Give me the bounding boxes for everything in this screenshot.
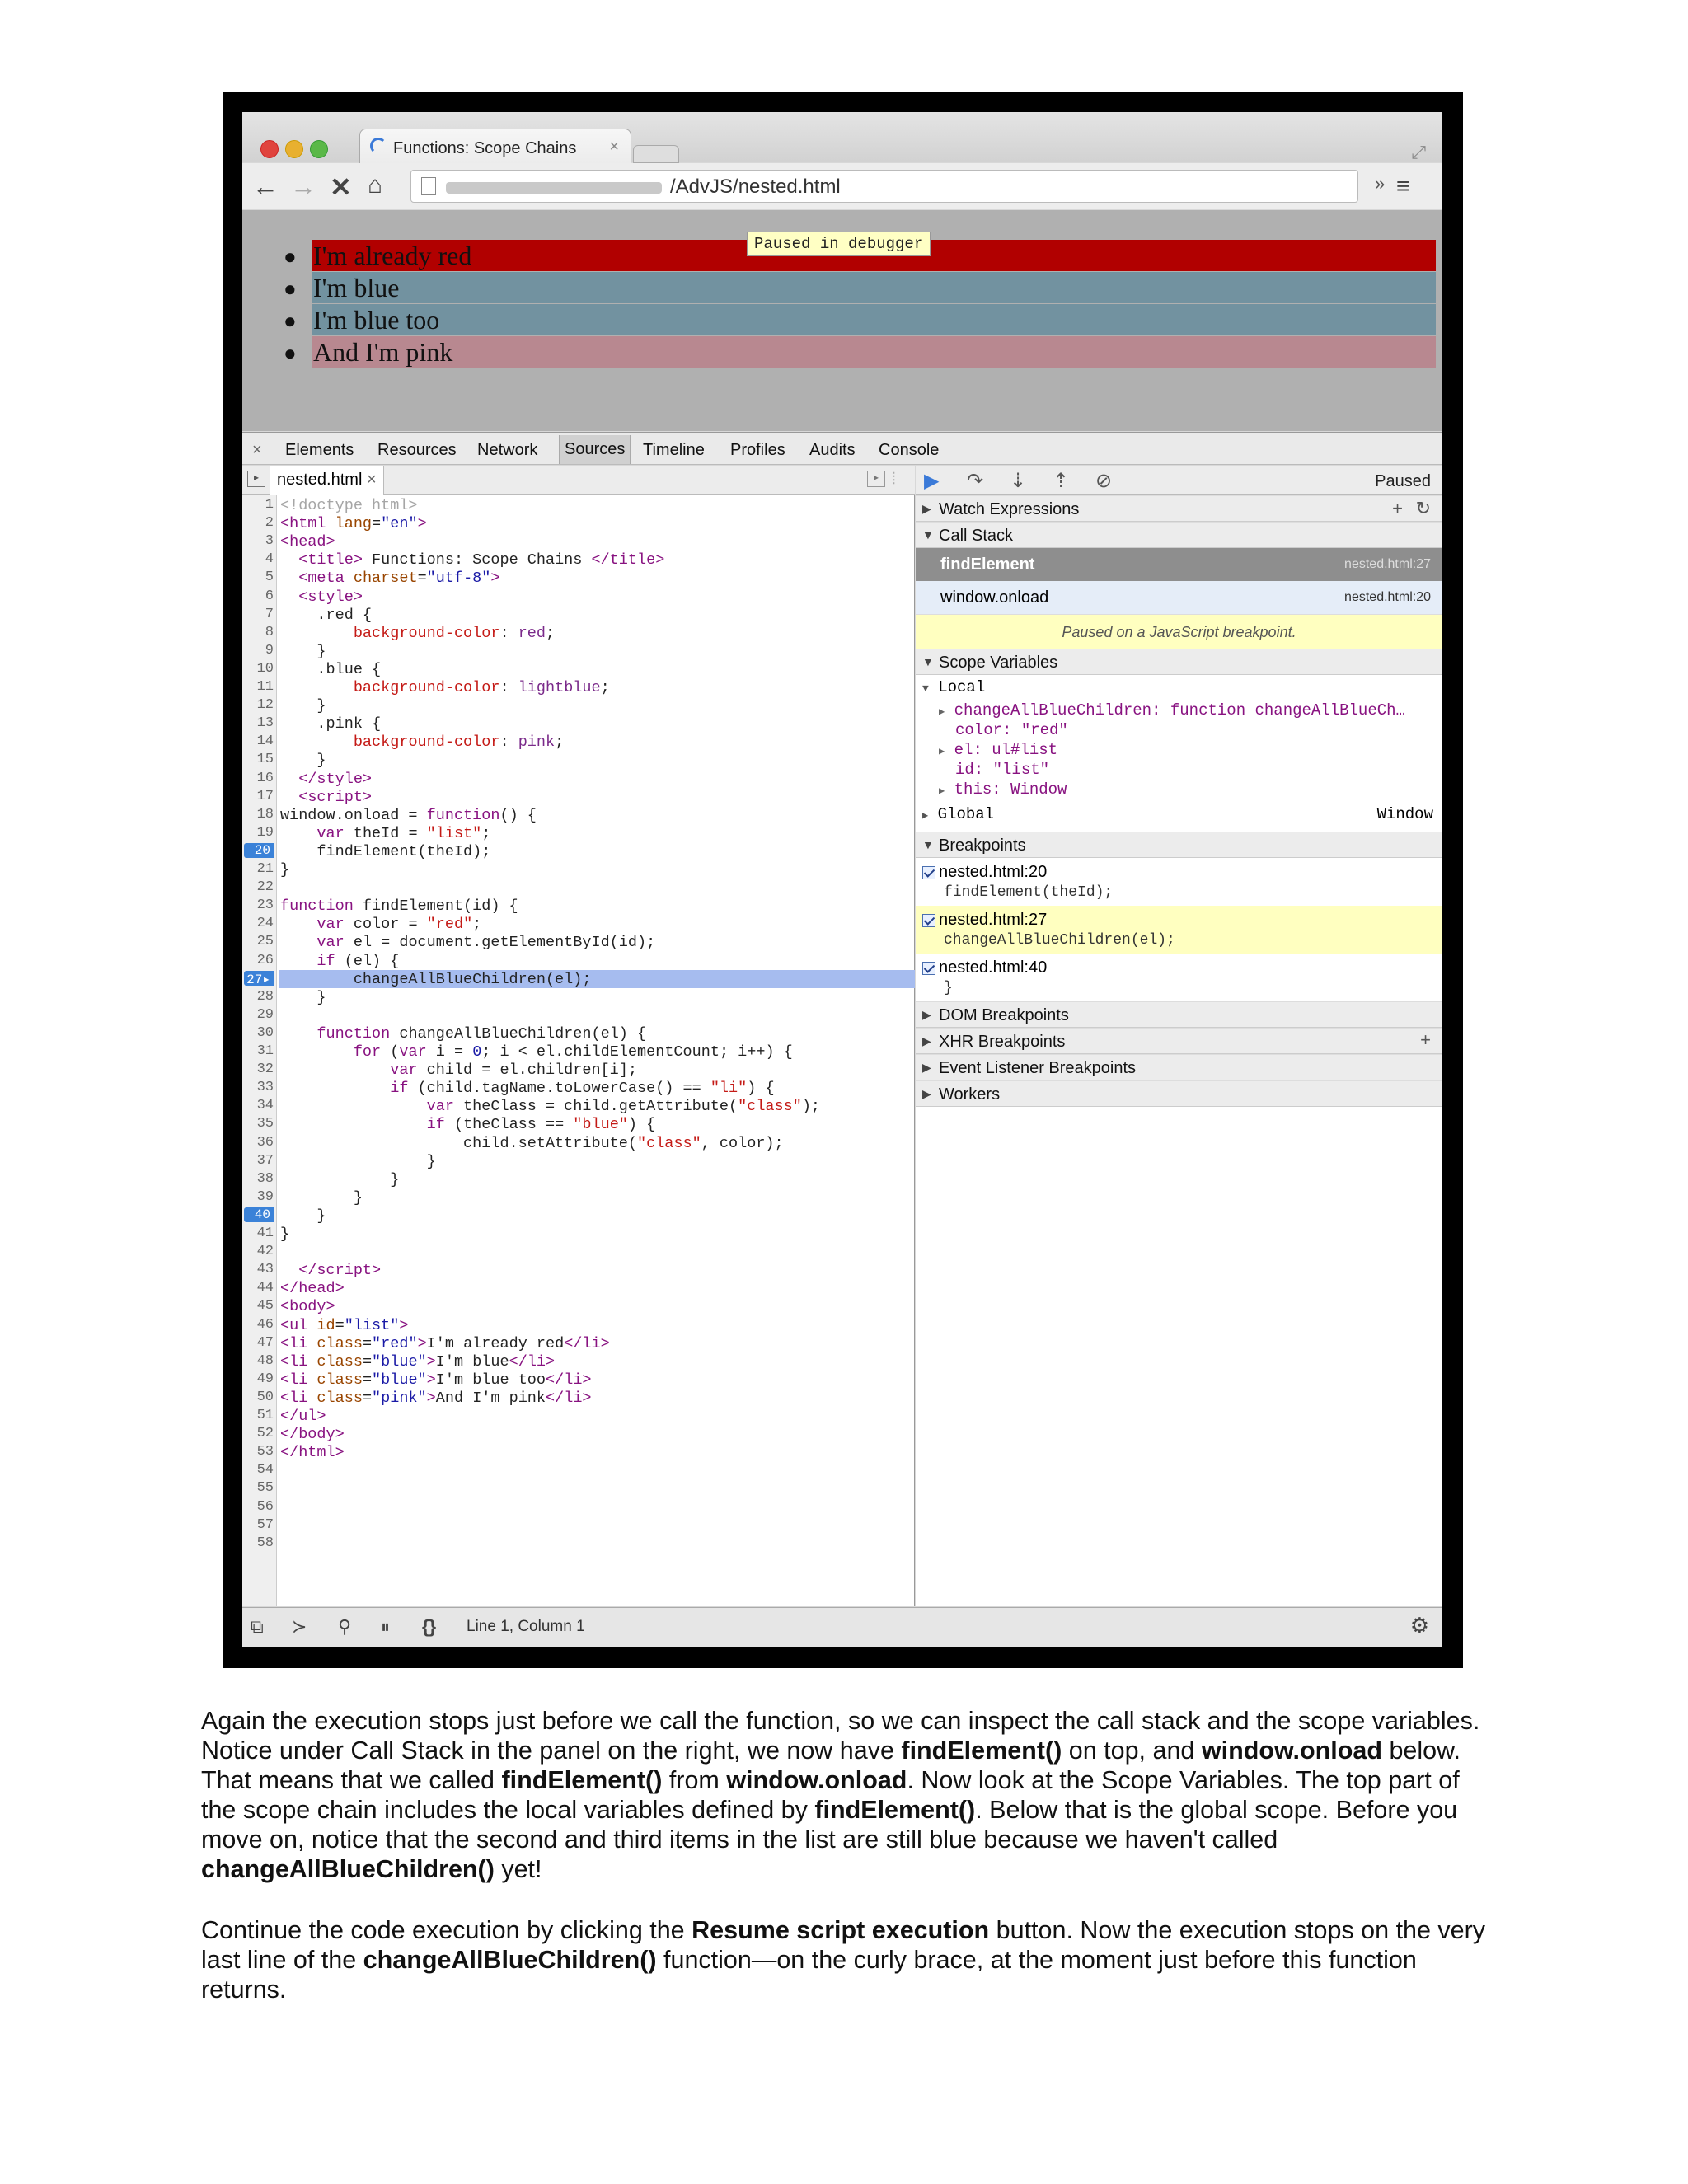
line-number[interactable]: 23 — [256, 898, 274, 914]
breakpoint-checkbox[interactable] — [922, 866, 935, 879]
text-run: button. Now the execution stops on the very last line of the — [201, 1916, 1486, 1974]
code-line[interactable]: } — [280, 752, 326, 770]
code-line[interactable]: var child = el.children[i]; — [390, 1062, 637, 1080]
stop-icon[interactable]: ✕ — [330, 172, 352, 202]
code-line[interactable]: function changeAllBlueChildren(el) { — [316, 1024, 647, 1043]
line-number[interactable]: 26 — [256, 952, 274, 968]
line-number[interactable]: 39 — [256, 1188, 274, 1205]
collapsed-triangle-icon: ▶ — [922, 1034, 931, 1047]
line-number[interactable]: 54 — [256, 1462, 274, 1479]
emphasis: window.onload — [1201, 1736, 1382, 1765]
breakpoint-checkbox[interactable] — [922, 962, 935, 975]
code-line[interactable]: var el = document.getElementById(id); — [316, 934, 656, 952]
scope-var: color: "red" — [955, 721, 1068, 739]
emphasis: changeAllBlueChildren() — [201, 1855, 495, 1883]
resume-script-execution-button[interactable]: ▶ — [924, 470, 940, 492]
emphasis: window.onload — [726, 1766, 907, 1794]
line-number[interactable]: 34 — [256, 1098, 274, 1114]
debugger-state: Paused — [1375, 472, 1431, 490]
devtools-tabbar — [242, 432, 1442, 465]
search-icon[interactable]: ⚲ — [338, 1616, 352, 1637]
line-number[interactable]: 36 — [256, 1134, 274, 1151]
breakpoint-marker[interactable]: 20 — [244, 843, 274, 858]
code-line[interactable]: <li class="red">I'm already red</li> — [280, 1334, 610, 1352]
close-window-button[interactable] — [260, 140, 279, 158]
call-frame[interactable]: window.onload nested.html:20 — [916, 581, 1442, 614]
collapsed-triangle-icon: ▶ — [922, 502, 931, 515]
step-into-icon[interactable]: ⇣ — [1010, 470, 1027, 492]
bullet-icon: ● — [284, 245, 297, 269]
list-item-red: I'm already red — [312, 240, 1436, 271]
line-number[interactable]: 14 — [256, 733, 274, 750]
emphasis: findElement() — [814, 1796, 976, 1824]
code-line[interactable]: } — [280, 1188, 363, 1207]
source-panel — [242, 466, 915, 1606]
home-icon[interactable]: ⌂ — [368, 171, 383, 199]
code-line[interactable]: </body> — [280, 1426, 345, 1444]
code-line[interactable]: </head> — [280, 1280, 345, 1298]
line-number[interactable]: 28 — [256, 988, 274, 1005]
scope-var[interactable]: ▶ el: ul#list — [939, 741, 1058, 759]
tab-audits[interactable]: Audits — [809, 441, 856, 459]
source-file-tabs — [242, 466, 915, 495]
line-number[interactable]: 46 — [256, 1316, 274, 1333]
browser-window — [242, 112, 1442, 1647]
debugger-sidebar — [916, 466, 1442, 1606]
line-number[interactable]: 38 — [256, 1170, 274, 1187]
code-line[interactable]: <!doctype html> — [280, 497, 418, 514]
page-viewport — [242, 210, 1442, 431]
line-number[interactable]: 57 — [256, 1516, 274, 1533]
line-number[interactable]: 5 — [265, 569, 274, 586]
text-run: below. That means that we called — [201, 1736, 1461, 1794]
line-number[interactable]: 55 — [256, 1480, 274, 1497]
expanded-triangle-icon: ▼ — [922, 655, 934, 668]
line-number[interactable]: 50 — [256, 1389, 274, 1405]
line-number[interactable]: 12 — [256, 697, 274, 714]
bullet-icon: ● — [284, 309, 297, 333]
line-number[interactable]: 6 — [265, 588, 274, 604]
list-item-pink: And I'm pink — [312, 336, 1436, 368]
refresh-watch-icon[interactable]: ↻ — [1415, 498, 1431, 518]
tab-network[interactable]: Network — [477, 441, 538, 459]
line-number[interactable]: 15 — [256, 752, 274, 768]
debugger-controls — [916, 466, 1442, 495]
loading-spinner-icon — [370, 138, 387, 154]
line-number[interactable]: 49 — [256, 1371, 274, 1387]
line-number-gutter[interactable] — [242, 495, 277, 1606]
back-arrow-icon[interactable]: ← — [252, 171, 279, 201]
line-number[interactable]: 33 — [256, 1080, 274, 1096]
code-line[interactable]: } — [280, 1207, 326, 1225]
cursor-position: Line 1, Column 1 — [467, 1618, 585, 1635]
code-line[interactable]: findElement(theId); — [280, 842, 491, 860]
expanded-triangle-icon: ▼ — [922, 682, 929, 695]
tab-close-button[interactable]: × — [609, 138, 619, 156]
code-line[interactable]: } — [280, 861, 290, 879]
code-line[interactable]: if (child.tagName.toLowerCase() == "li") { — [390, 1080, 775, 1098]
line-number[interactable]: 24 — [256, 916, 274, 932]
scope-var: id: "list" — [955, 761, 1050, 779]
line-number[interactable]: 35 — [256, 1116, 274, 1132]
code-line[interactable]: background-color: lightblue; — [353, 679, 610, 696]
code-line[interactable]: changeAllBlueChildren(el); — [280, 970, 592, 988]
line-number[interactable]: 7 — [265, 606, 274, 622]
line-number[interactable]: 1 — [265, 497, 274, 513]
url-path: /AdvJS/nested.html — [670, 176, 841, 198]
text-run: yet! — [494, 1855, 542, 1883]
watch-expressions-header[interactable]: ▶ Watch Expressions + ↻ — [916, 495, 1442, 522]
emphasis: findElement() — [901, 1736, 1062, 1765]
breakpoint-item[interactable]: nested.html:40 } — [916, 954, 1442, 1001]
file-tab-label: nested.html — [277, 471, 363, 489]
address-bar[interactable] — [410, 170, 1358, 203]
close-devtools-icon[interactable]: × — [252, 441, 262, 459]
toggle-debugger-icon[interactable]: ▸ — [867, 471, 885, 487]
tab-console[interactable]: Console — [879, 441, 940, 459]
zoom-window-button[interactable] — [310, 140, 328, 158]
tab-title: Functions: Scope Chains — [393, 139, 577, 157]
code-line[interactable]: var theId = "list"; — [316, 824, 491, 842]
pause-on-exceptions-icon[interactable]: ⏸ — [381, 1616, 391, 1637]
call-stack-header[interactable]: ▼ Call Stack — [916, 522, 1442, 548]
minimize-window-button[interactable] — [285, 140, 303, 158]
redacted-host — [446, 182, 662, 194]
line-number[interactable]: 37 — [256, 1152, 274, 1169]
code-line[interactable]: if (el) { — [316, 952, 400, 970]
tab-resources[interactable]: Resources — [377, 441, 457, 459]
code-line[interactable]: background-color: pink; — [353, 733, 565, 752]
line-number[interactable]: 42 — [256, 1244, 274, 1260]
code-line[interactable]: var theClass = child.getAttribute("class"); — [426, 1098, 821, 1116]
line-number[interactable]: 2 — [265, 515, 274, 532]
bullet-icon: ● — [284, 277, 297, 301]
add-xhr-breakpoint-icon[interactable]: + — [1420, 1029, 1431, 1050]
paragraph — [201, 1706, 1487, 1884]
code-line[interactable]: child.setAttribute("class", color); — [280, 1134, 784, 1152]
forward-arrow-icon[interactable]: → — [290, 171, 316, 201]
code-line[interactable]: </style> — [298, 770, 373, 788]
line-number[interactable]: 4 — [265, 551, 274, 568]
breakpoint-marker[interactable]: 40 — [244, 1207, 274, 1222]
text-run: Continue the code execution by clicking the — [201, 1916, 692, 1944]
tab-strip — [242, 112, 1442, 162]
code-line[interactable]: } — [280, 1170, 400, 1188]
tab-profiles[interactable]: Profiles — [730, 441, 785, 459]
line-number[interactable]: 32 — [256, 1062, 274, 1078]
line-number[interactable]: 51 — [256, 1408, 274, 1423]
bullet-icon: ● — [284, 341, 297, 365]
text-run: . Below that is the global scope. Before you move on, notice that the second and third items in the list are still blue because we haven't called — [201, 1796, 1458, 1854]
line-number[interactable]: 43 — [256, 1262, 274, 1278]
new-tab-button[interactable] — [633, 145, 679, 163]
tab-elements[interactable]: Elements — [285, 441, 354, 459]
tab-timeline[interactable]: Timeline — [643, 441, 705, 459]
step-over-icon[interactable]: ↷ — [967, 470, 984, 492]
scope-var[interactable]: ▶ changeAllBlueChildren: function changeAllBlueCh… — [939, 701, 1405, 719]
text-run: . Now look at the Scope Variables. The top part of the scope chain includes the local variables defined by — [201, 1766, 1460, 1824]
line-number[interactable]: 16 — [256, 770, 274, 786]
code-line[interactable]: } — [280, 642, 326, 660]
code-line[interactable]: </script> — [298, 1262, 382, 1280]
breakpoint-item[interactable]: nested.html:20 findElement(theId); — [916, 858, 1442, 906]
local-scope[interactable]: ▼ Local — [922, 678, 986, 696]
screenshot-frame — [223, 92, 1463, 1668]
paragraph — [201, 1915, 1487, 2004]
line-number[interactable]: 29 — [256, 1006, 274, 1023]
line-number[interactable]: 31 — [256, 1043, 274, 1059]
file-tab-nested-html[interactable] — [270, 466, 384, 495]
code-line[interactable]: <li class="pink">And I'm pink</li> — [280, 1389, 592, 1407]
text-run: Again the execution stops just before we call the function, so we can inspect the call stack and the scope variables. Notice under Call Stack in the panel on the right, we now have — [201, 1707, 1480, 1765]
code-line[interactable]: .blue { — [280, 660, 382, 678]
event-listener-breakpoints-header[interactable]: ▶ Event Listener Breakpoints — [916, 1054, 1442, 1080]
toggle-navigator-icon[interactable]: ▸ — [247, 471, 265, 487]
breakpoint-item-active[interactable]: nested.html:27 changeAllBlueChildren(el); — [916, 906, 1442, 954]
dock-icon[interactable]: ⧉ — [251, 1616, 264, 1637]
code-line[interactable]: <html lang="en"> — [280, 515, 427, 533]
code-line[interactable]: <body> — [280, 1298, 335, 1316]
code-line[interactable]: <ul id="list"> — [280, 1316, 409, 1334]
settings-gear-icon[interactable]: ⚙ — [1409, 1613, 1429, 1638]
collapsed-triangle-icon: ▶ — [922, 1008, 931, 1021]
line-number[interactable]: 18 — [256, 806, 274, 823]
code-line[interactable]: <script> — [298, 788, 373, 806]
line-number[interactable]: 17 — [256, 788, 274, 804]
text-run: from — [662, 1766, 727, 1794]
code-line[interactable]: <head> — [280, 533, 335, 551]
code-line[interactable]: <title> Functions: Scope Chains </title> — [298, 551, 665, 569]
fullscreen-icon[interactable]: ⤢ — [1411, 142, 1426, 162]
browser-toolbar — [242, 163, 1442, 209]
emphasis: changeAllBlueChildren() — [363, 1946, 657, 1974]
show-console-icon[interactable]: ≻ — [292, 1616, 307, 1637]
paused-in-debugger-badge: Paused in debugger — [747, 232, 931, 256]
line-number[interactable]: 45 — [256, 1298, 274, 1315]
scope-variables-header[interactable]: ▼ Scope Variables — [916, 649, 1442, 675]
call-frame-selected[interactable]: findElement nested.html:27 — [916, 548, 1442, 581]
code-line[interactable]: </ul> — [280, 1408, 326, 1425]
text-run: on top, and — [1062, 1736, 1202, 1765]
pretty-print-icon[interactable]: {} — [422, 1616, 437, 1637]
code-line[interactable]: <meta charset="utf-8"> — [298, 569, 500, 588]
code-line[interactable]: <li class="blue">I'm blue</li> — [280, 1352, 556, 1371]
code-line[interactable]: </html> — [280, 1444, 345, 1462]
line-number[interactable]: 13 — [256, 715, 274, 732]
emphasis: Resume script execution — [692, 1916, 990, 1944]
line-number[interactable]: 44 — [256, 1280, 274, 1296]
global-scope[interactable]: ▶ Global Window — [922, 805, 1433, 823]
code-line[interactable]: } — [280, 697, 326, 715]
expanded-triangle-icon: ▼ — [922, 528, 934, 541]
collapsed-triangle-icon: ▶ — [922, 1061, 931, 1074]
code-line[interactable]: function findElement(id) { — [280, 898, 518, 916]
text-run: function—on the curly brace, at the moment just before this function returns. — [201, 1946, 1417, 2004]
tab-sources[interactable]: Sources — [559, 435, 631, 464]
line-number[interactable]: 48 — [256, 1352, 274, 1369]
code-line[interactable]: .red { — [280, 606, 373, 624]
breakpoints-header[interactable]: ▼ Breakpoints — [916, 832, 1442, 858]
menu-icon[interactable]: ≡ — [1396, 173, 1410, 199]
line-number[interactable]: 21 — [256, 861, 274, 877]
breakpoint-marker[interactable]: 27▸ — [244, 971, 274, 986]
bookmarks-overflow-icon[interactable]: » — [1375, 173, 1386, 194]
code-line[interactable]: } — [280, 1152, 436, 1170]
line-number[interactable]: 19 — [256, 824, 274, 841]
code-line[interactable]: } — [280, 988, 326, 1006]
expanded-triangle-icon: ▼ — [922, 838, 934, 851]
code-line[interactable]: } — [280, 1226, 290, 1243]
collapsed-triangle-icon: ▶ — [922, 1087, 931, 1100]
line-number[interactable]: 41 — [256, 1226, 274, 1241]
code-line[interactable]: window.onload = function() { — [280, 806, 537, 824]
paused-message: Paused on a JavaScript breakpoint. — [916, 614, 1442, 649]
line-number[interactable]: 10 — [256, 660, 274, 677]
line-number[interactable]: 47 — [256, 1334, 274, 1351]
code-line[interactable]: <li class="blue">I'm blue too</li> — [280, 1371, 592, 1389]
list-item-blue-too: I'm blue too — [312, 304, 1436, 335]
code-line[interactable]: <style> — [298, 588, 363, 606]
line-number[interactable]: 9 — [265, 642, 274, 658]
workers-header[interactable]: ▶ Workers — [916, 1080, 1442, 1107]
line-number[interactable]: 25 — [256, 934, 274, 950]
code-line[interactable]: var color = "red"; — [316, 916, 482, 934]
xhr-breakpoints-header[interactable]: ▶ XHR Breakpoints + — [916, 1028, 1442, 1054]
document-body-text — [201, 1706, 1487, 2036]
dom-breakpoints-header[interactable]: ▶ DOM Breakpoints — [916, 1001, 1442, 1028]
line-number[interactable]: 3 — [265, 533, 274, 550]
line-number[interactable]: 22 — [256, 879, 274, 896]
panel-divider-icon: ⦙ — [892, 470, 896, 488]
file-tab-close-button[interactable]: × — [366, 471, 377, 489]
line-number[interactable]: 56 — [256, 1498, 274, 1515]
code-line[interactable]: background-color: red; — [353, 624, 556, 642]
line-number[interactable]: 58 — [256, 1535, 274, 1551]
deactivate-breakpoints-icon[interactable]: ⊘ — [1095, 470, 1113, 492]
emphasis: findElement() — [501, 1766, 663, 1794]
code-line[interactable]: .pink { — [280, 715, 382, 733]
breakpoint-checkbox[interactable] — [922, 914, 935, 927]
line-number[interactable]: 11 — [256, 679, 274, 695]
devtools-status-bar — [242, 1607, 1442, 1647]
list-item-blue: I'm blue — [312, 272, 1436, 303]
line-number[interactable]: 30 — [256, 1024, 274, 1041]
line-number[interactable]: 8 — [265, 624, 274, 640]
add-watch-icon[interactable]: + — [1392, 498, 1403, 518]
browser-tab[interactable] — [359, 129, 631, 163]
line-number[interactable]: 52 — [256, 1426, 274, 1442]
line-number[interactable]: 53 — [256, 1444, 274, 1460]
page-icon — [421, 177, 436, 195]
step-out-icon[interactable]: ⇡ — [1053, 470, 1070, 492]
code-line[interactable]: for (var i = 0; i < el.childElementCount; i++) { — [353, 1043, 793, 1061]
scope-var[interactable]: ▶ this: Window — [939, 780, 1067, 799]
code-line[interactable]: if (theClass == "blue") { — [426, 1116, 656, 1134]
